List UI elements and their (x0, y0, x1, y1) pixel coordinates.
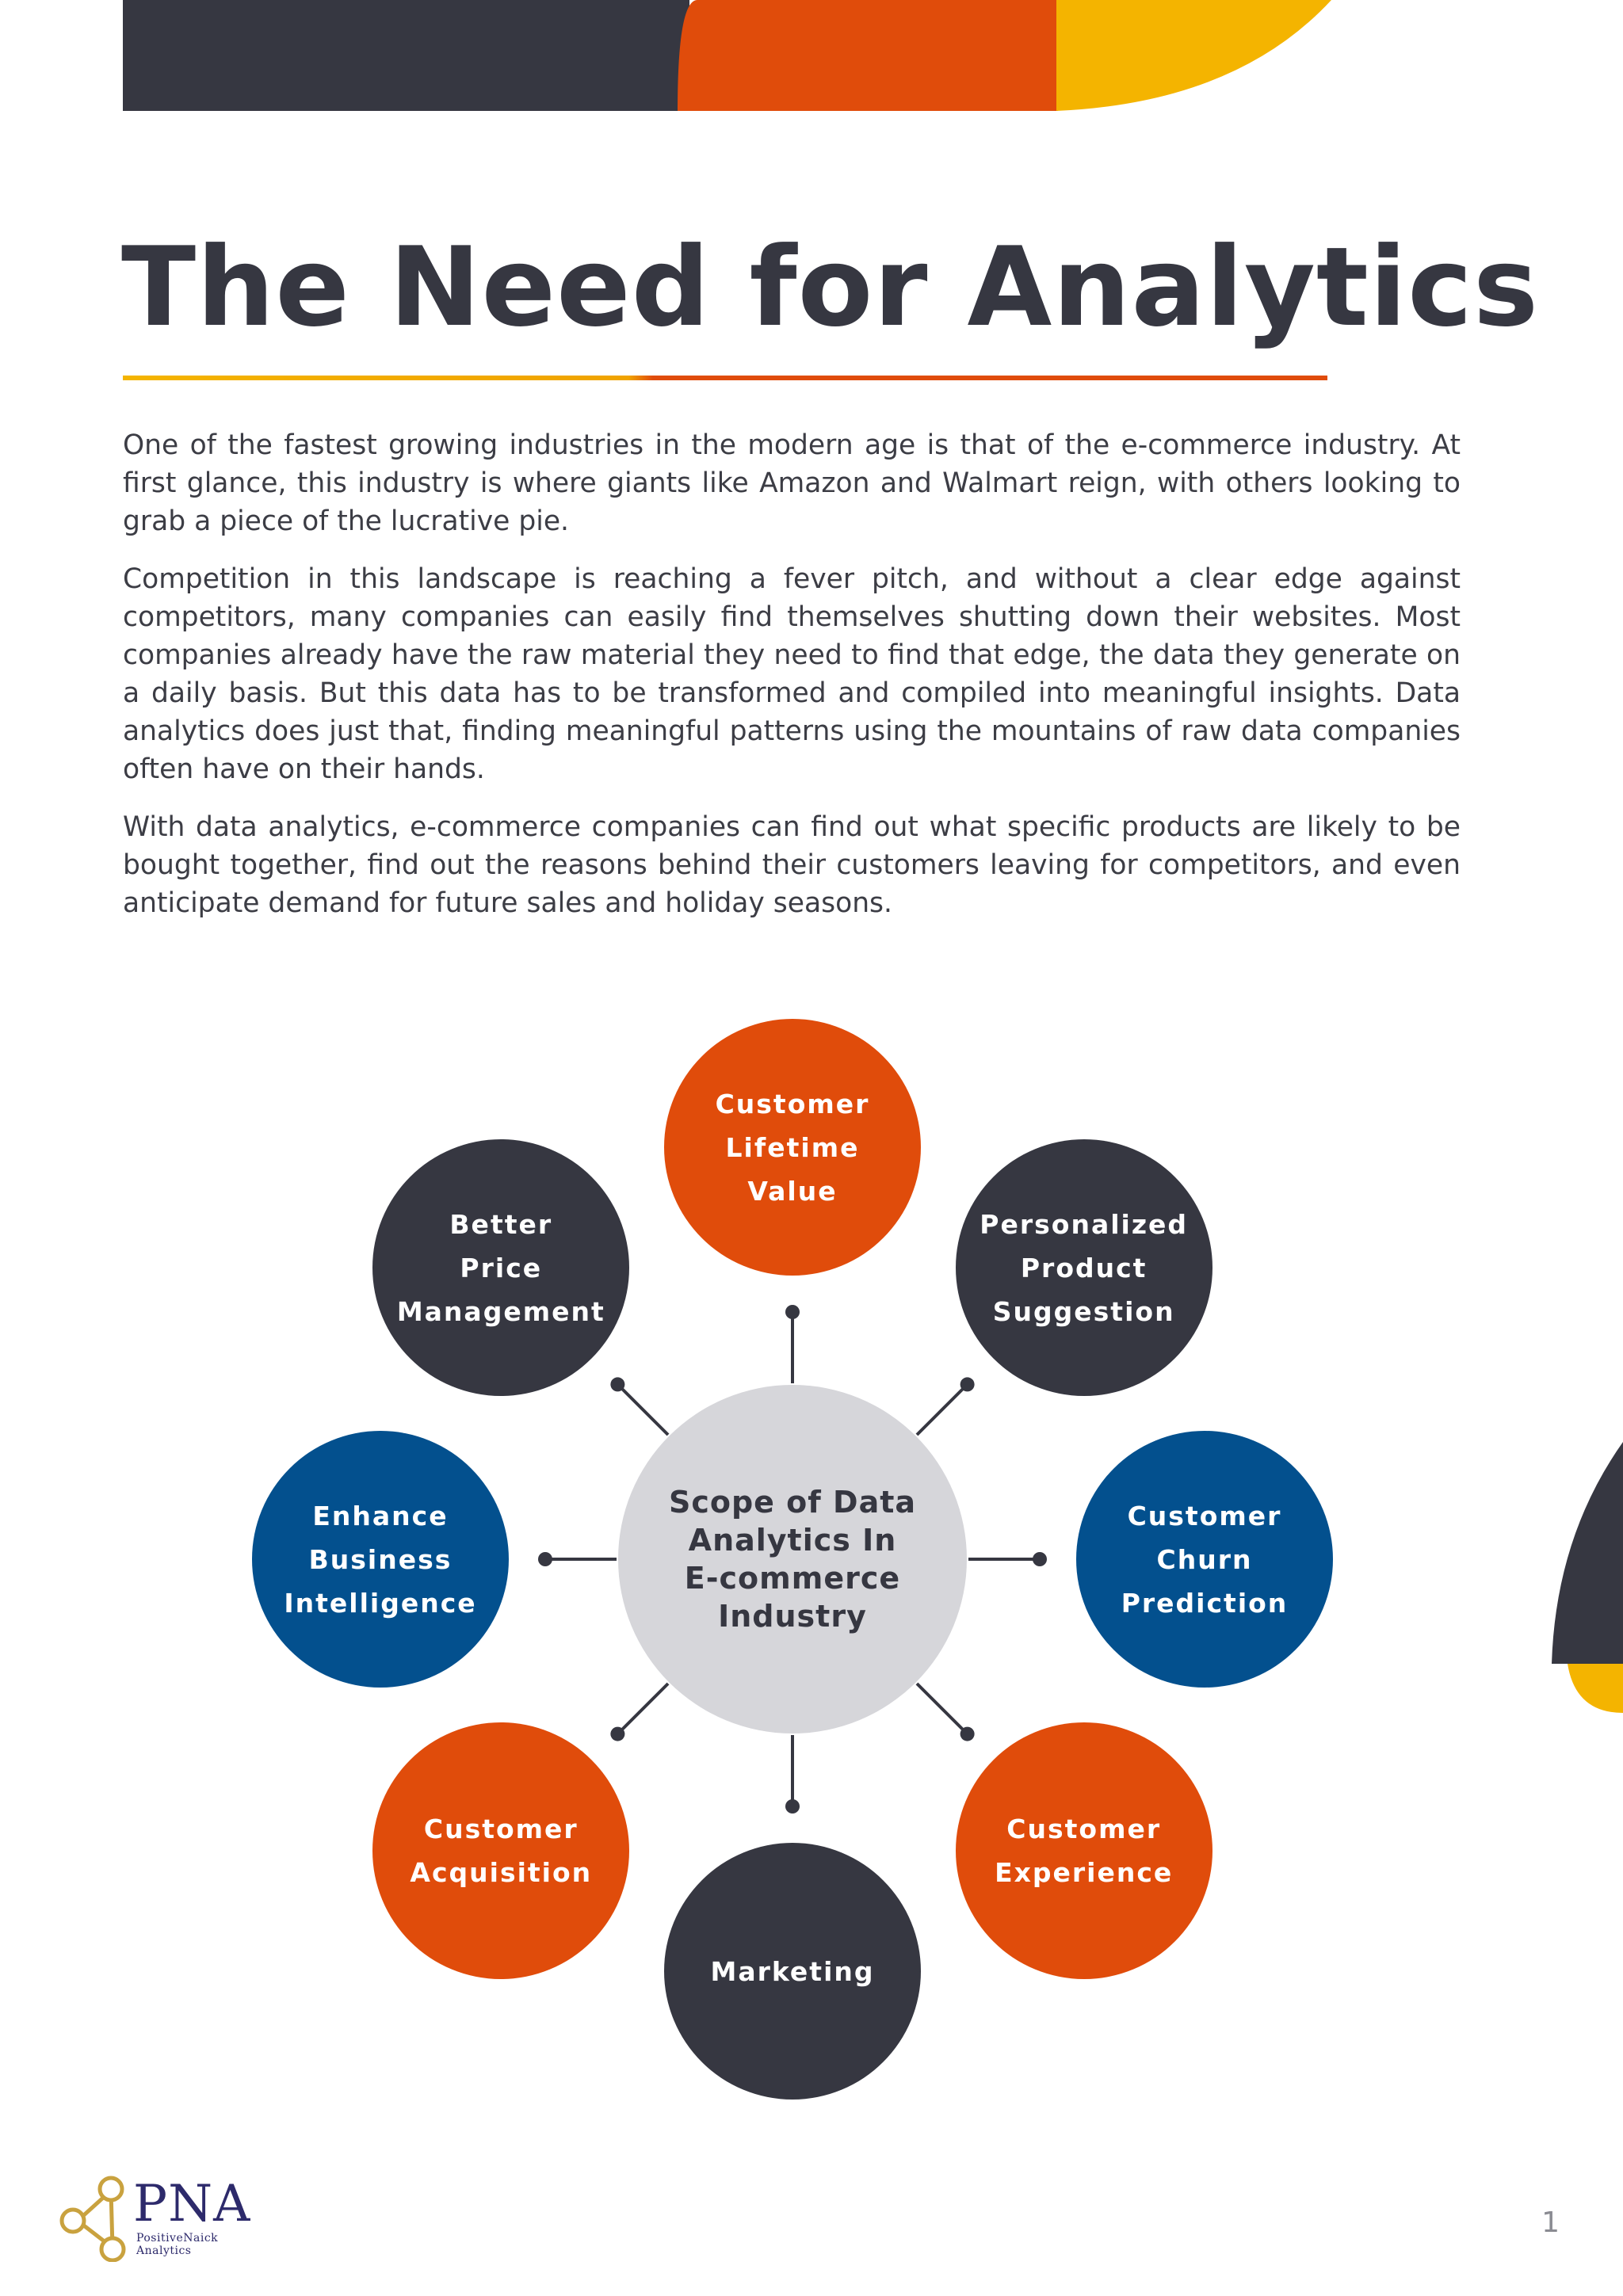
intro-paragraph: One of the fastest growing industries in the modern age is that of the e-commerce industry. At first glance, this industry is where giants like Amazon and Walmart reign, with others looking to grab a piece of the lucrative pie. (123, 429, 1461, 537)
node-customer-acquisition: Customer Acquisition (372, 1722, 629, 1979)
node-customer-lifetime-value: Customer Lifetime Value (664, 1019, 921, 1276)
connector-dot (610, 1377, 624, 1391)
connector-line (617, 1684, 668, 1734)
top-decorative-band (0, 0, 1623, 111)
connector-line (917, 1384, 968, 1435)
band-yellow-segment (1056, 0, 1331, 111)
diagram-center: Scope of Data Analytics In E-commerce Industry (618, 1385, 967, 1733)
page-title: The Need for Analytics (121, 223, 1540, 351)
connector-dot (538, 1552, 552, 1566)
connector-line (917, 1684, 968, 1734)
connector-dot (1033, 1552, 1047, 1566)
connector-dot (785, 1305, 800, 1319)
logo-subtitle: PositiveNaick Analytics (136, 2232, 219, 2257)
company-logo (55, 2175, 262, 2262)
page-number: 1 (1541, 2206, 1560, 2239)
connector-dot (960, 1377, 975, 1391)
logo-wordmark: PNA (133, 2175, 251, 2233)
competition-paragraph: Competition in this landscape is reaching a fever pitch, and without a clear edge against competitors, many companies can easily find themselves shutting down their websites. Most companies already have the raw material they need to find that edge, the data they generate on a daily basis. But this data has to be transformed and compiled into meaningful insights. Data analytics does just that, finding meaningful patterns using the mountains of raw data companies often have on their hands. (123, 563, 1461, 785)
title-underline (123, 376, 1327, 380)
band-orange-segment (678, 0, 1058, 111)
connector-line (617, 1384, 668, 1435)
scope-diagram (0, 982, 1623, 2107)
node-better-price-management: Better Price Management (372, 1139, 629, 1396)
node-customer-churn-prediction: Customer Churn Prediction (1076, 1431, 1333, 1688)
node-enhance-business-intelligence: Enhance Business Intelligence (252, 1431, 509, 1688)
node-marketing: Marketing (664, 1843, 921, 2100)
benefits-paragraph: With data analytics, e-commerce companies can find out what specific products are likely to be bought together, find out the reasons behind their customers leaving for competitors, and even anticipate demand for future sales and holiday seasons. (123, 811, 1461, 919)
connector-dot (785, 1799, 800, 1814)
node-customer-experience: Customer Experience (956, 1722, 1212, 1979)
molecule-logo-icon (55, 2175, 135, 2262)
band-dark-segment (123, 0, 689, 111)
connector-dot (610, 1727, 624, 1741)
connector-dot (960, 1727, 975, 1741)
node-personalized-product-suggestion: Personalized Product Suggestion (956, 1139, 1212, 1396)
